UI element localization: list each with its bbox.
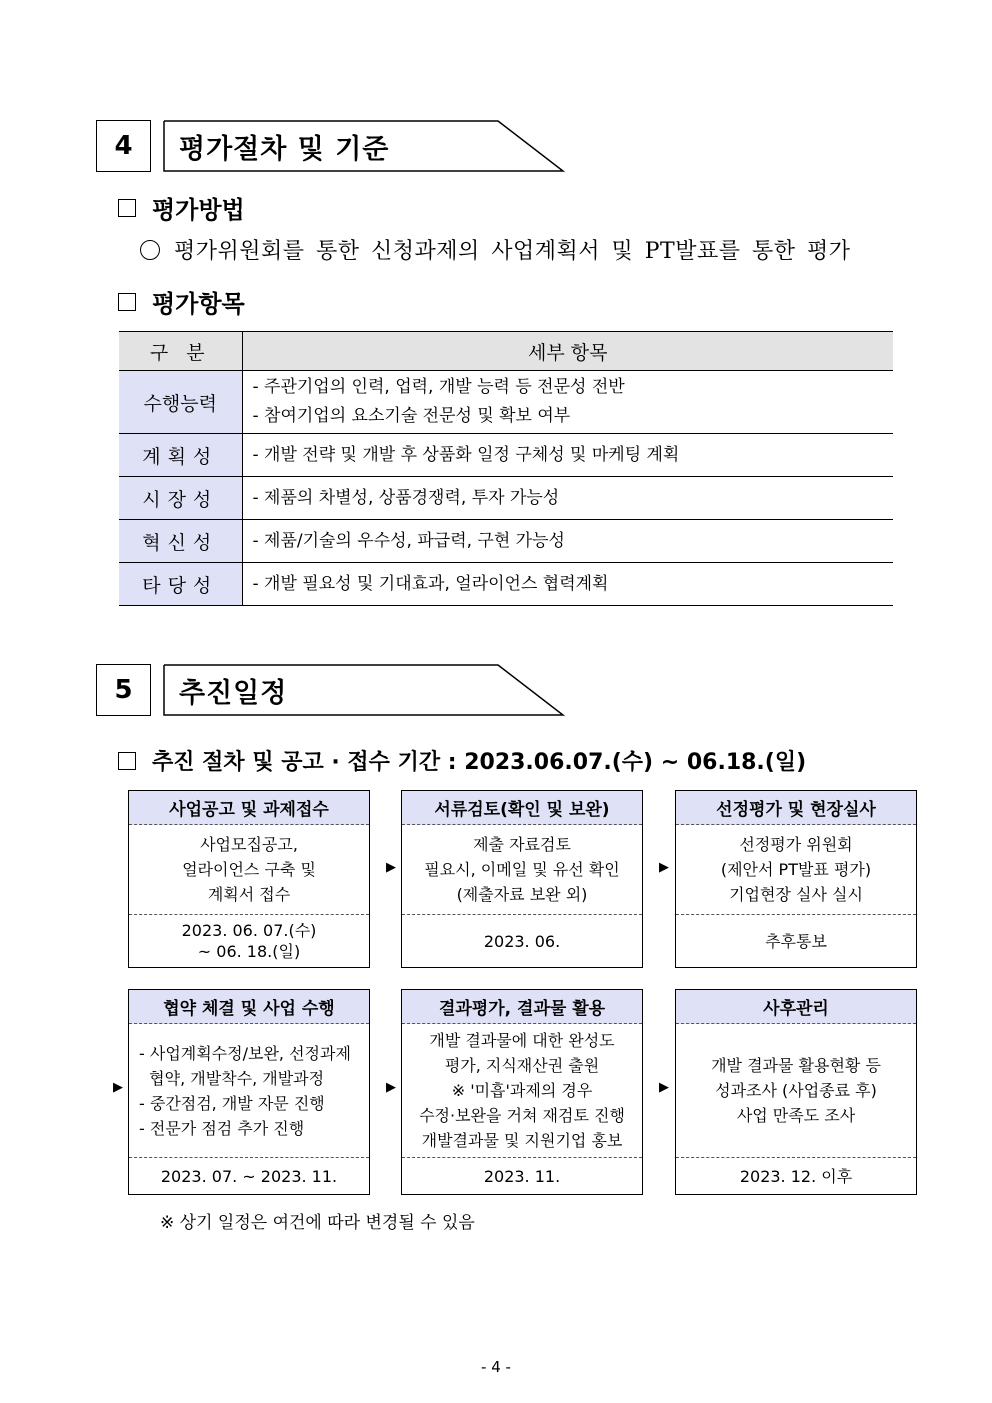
arrow-right-icon: ▶ bbox=[386, 860, 396, 875]
items-heading: 평가항목 bbox=[118, 284, 245, 319]
details-cell: - 개발 필요성 및 기대효과, 얼라이언스 협력계획 bbox=[242, 563, 893, 606]
schedule-step-1 bbox=[128, 790, 370, 968]
step-title: 사후관리 bbox=[676, 990, 916, 1024]
column-header-details: 세부 항목 bbox=[242, 332, 893, 371]
step-body: 선정평가 위원회 (제안서 PT발표 평가) 기업현장 실사 실시 bbox=[676, 825, 916, 915]
step-title: 서류검토(확인 및 보완) bbox=[402, 791, 642, 825]
section-title: 추진일정 bbox=[179, 677, 288, 709]
step-date: 추후통보 bbox=[765, 931, 827, 951]
step-title: 선정평가 및 현장실사 bbox=[676, 791, 916, 825]
details-cell: - 개발 전략 및 개발 후 상품화 일정 구체성 및 마케팅 계획 bbox=[242, 434, 893, 477]
schedule-note: ※ 상기 일정은 여건에 따라 변경될 수 있음 bbox=[160, 1213, 475, 1233]
method-heading: 평가방법 bbox=[118, 190, 245, 225]
table-row bbox=[119, 563, 893, 606]
schedule-heading: 추진 절차 및 공고 · 접수 기간 : 2023.06.07.(수) ~ 06.18.(일) bbox=[118, 745, 806, 776]
square-bullet-icon bbox=[118, 199, 136, 217]
evaluation-table bbox=[119, 331, 893, 606]
circle-bullet-icon bbox=[140, 240, 160, 260]
step-body: 사업모집공고, 얼라이언스 구축 및 계획서 접수 bbox=[129, 825, 369, 915]
details-cell: - 제품/기술의 우수성, 파급력, 구현 가능성 bbox=[242, 520, 893, 563]
arrow-right-icon: ▶ bbox=[659, 1080, 669, 1095]
table-row bbox=[119, 371, 893, 434]
step-date: 2023. 11. bbox=[483, 1166, 561, 1186]
category-cell: 혁신성 bbox=[119, 520, 242, 563]
category-cell: 시장성 bbox=[119, 477, 242, 520]
schedule-step-2 bbox=[401, 790, 643, 968]
step-date: 2023. 06. bbox=[483, 931, 561, 951]
schedule-step-6 bbox=[675, 989, 917, 1195]
arrow-right-icon: ▶ bbox=[113, 1080, 123, 1095]
table-row bbox=[119, 477, 893, 520]
section-title: 평가절차 및 기준 bbox=[179, 133, 390, 165]
schedule-step-4 bbox=[128, 989, 370, 1195]
details-cell: - 주관기업의 인력, 업력, 개발 능력 등 전문성 전반 - 참여기업의 요소기술 전문성 및 확보 여부 bbox=[242, 371, 893, 434]
section-5-header bbox=[96, 664, 566, 716]
step-title: 협약 체결 및 사업 수행 bbox=[129, 990, 369, 1024]
section-title-box bbox=[163, 120, 565, 172]
step-title: 결과평가, 결과물 활용 bbox=[402, 990, 642, 1024]
square-bullet-icon bbox=[118, 752, 136, 770]
table-row bbox=[119, 520, 893, 563]
step-body: 제출 자료검토 필요시, 이메일 및 유선 확인 (제출자료 보완 외) bbox=[402, 825, 642, 915]
page-number: - 4 - bbox=[481, 1358, 511, 1376]
method-text: 평가위원회를 통한 신청과제의 사업계획서 및 PT발표를 통한 평가 bbox=[140, 234, 850, 265]
schedule-step-5 bbox=[401, 989, 643, 1195]
details-cell: - 제품의 차별성, 상품경쟁력, 투자 가능성 bbox=[242, 477, 893, 520]
step-date: 2023. 06. 07.(수) ~ 06. 18.(일) bbox=[181, 921, 317, 961]
square-bullet-icon bbox=[118, 293, 136, 311]
column-header-category: 구 분 bbox=[119, 332, 242, 371]
step-date: 2023. 07. ~ 2023. 11. bbox=[160, 1166, 338, 1186]
step-body: 개발 결과물에 대한 완성도 평가, 지식재산권 출원 ※ '미흡'과제의 경우 수정·보완을 거쳐 재검토 진행 개발결과물 및 지원기업 홍보 bbox=[402, 1024, 642, 1158]
table-row bbox=[119, 434, 893, 477]
step-title: 사업공고 및 과제접수 bbox=[129, 791, 369, 825]
step-body: 개발 결과물 활용현황 등 성과조사 (사업종료 후) 사업 만족도 조사 bbox=[676, 1024, 916, 1158]
schedule-step-3 bbox=[675, 790, 917, 968]
step-body: - 사업계획수정/보완, 선정과제 협약, 개발착수, 개발과정 - 중간점검, 개발 자문 진행 - 전문가 점검 추가 진행 bbox=[129, 1024, 369, 1158]
step-date: 2023. 12. 이후 bbox=[739, 1166, 853, 1186]
category-cell: 타당성 bbox=[119, 563, 242, 606]
section-number: 4 bbox=[96, 120, 151, 172]
category-cell: 계획성 bbox=[119, 434, 242, 477]
table-header-row bbox=[119, 332, 893, 371]
category-cell: 수행능력 bbox=[119, 371, 242, 434]
arrow-right-icon: ▶ bbox=[386, 1080, 396, 1095]
section-4-header bbox=[96, 120, 566, 172]
arrow-right-icon: ▶ bbox=[659, 860, 669, 875]
section-title-box bbox=[163, 664, 565, 716]
section-number: 5 bbox=[96, 664, 151, 716]
